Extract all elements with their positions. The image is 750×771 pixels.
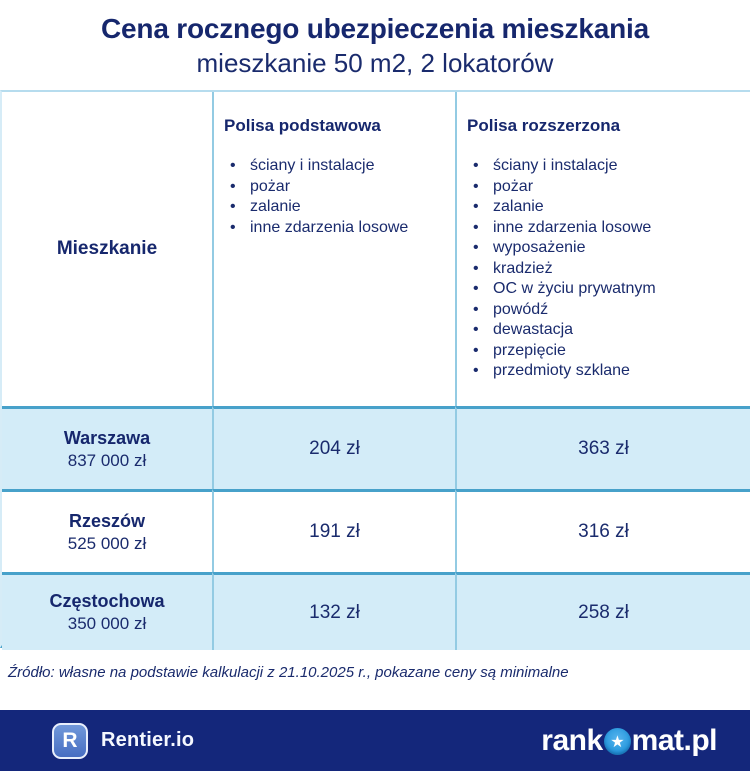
- feature-item: • zalanie: [457, 197, 750, 218]
- column-header-mieszkanie: [2, 92, 212, 406]
- rankomat-text-suffix: mat.pl: [631, 723, 717, 757]
- mieszkanie-label: Mieszkanie: [56, 238, 158, 259]
- basic-price-czestochowa: 132 zł: [212, 572, 455, 650]
- feature-item: • inne zdarzenia losowe: [214, 218, 455, 239]
- extended-price-warszawa: 363 zł: [455, 406, 750, 489]
- feature-item: • zalanie: [214, 197, 455, 218]
- table-row-czestochowa-city: [2, 572, 212, 650]
- property-value: 525 000 zł: [67, 533, 147, 553]
- price-table: [0, 90, 750, 648]
- feature-item: • pożar: [214, 177, 455, 198]
- feature-item: • wyposażenie: [457, 238, 750, 259]
- source-note: Źródło: własne na podstawie kalkulacji z 21.10.2025 r., pokazane ceny są minimalne: [8, 664, 569, 681]
- extended-price-czestochowa: 258 zł: [455, 572, 750, 650]
- table-row-warszawa-city: [2, 406, 212, 489]
- city-name: Rzeszów: [68, 510, 146, 531]
- table-row-rzeszow-city: [2, 489, 212, 572]
- feature-item: • przepięcie: [457, 341, 750, 362]
- city-name: Warszawa: [63, 427, 151, 448]
- star-icon: [604, 728, 631, 755]
- brand-bar: [0, 710, 750, 771]
- property-value: 837 000 zł: [67, 450, 147, 470]
- feature-item: • OC w życiu prywatnym: [457, 279, 750, 300]
- header: [0, 0, 750, 90]
- feature-item: • ściany i instalacje: [457, 156, 750, 177]
- basic-price-rzeszow: 191 zł: [212, 489, 455, 572]
- feature-item: • pożar: [457, 177, 750, 198]
- property-value: 350 000 zł: [67, 614, 147, 633]
- feature-item: • powódź: [457, 300, 750, 321]
- column-header-polisa-podstawowa: [212, 92, 455, 406]
- rankomat-text-prefix: rank: [541, 723, 603, 757]
- column-header-polisa-rozszerzona: [455, 92, 750, 406]
- source-note-area: [0, 648, 750, 710]
- feature-item: • kradzież: [457, 259, 750, 280]
- polisa-podstawowa-feature-list: [214, 156, 455, 238]
- page-subtitle: mieszkanie 50 m2, 2 lokatorów: [196, 48, 554, 78]
- city-name: Częstochowa: [49, 591, 165, 611]
- rankomat-logo: [541, 724, 717, 758]
- feature-item: • inne zdarzenia losowe: [457, 218, 750, 239]
- rentier-label: Rentier.io: [101, 729, 195, 751]
- rentier-r-icon: R: [52, 723, 88, 759]
- feature-item: • dewastacja: [457, 320, 750, 341]
- polisa-rozszerzona-label: Polisa rozszerzona: [467, 116, 621, 135]
- rentier-logo: [52, 723, 194, 759]
- basic-price-warszawa: 204 zł: [212, 406, 455, 489]
- feature-item: • ściany i instalacje: [214, 156, 455, 177]
- feature-item: • przedmioty szklane: [457, 361, 750, 382]
- polisa-rozszerzona-feature-list: [457, 156, 750, 382]
- polisa-podstawowa-label: Polisa podstawowa: [224, 116, 381, 135]
- star-glyph: ★: [610, 731, 625, 751]
- page-title: Cena rocznego ubezpieczenia mieszkania: [101, 13, 649, 44]
- extended-price-rzeszow: 316 zł: [455, 489, 750, 572]
